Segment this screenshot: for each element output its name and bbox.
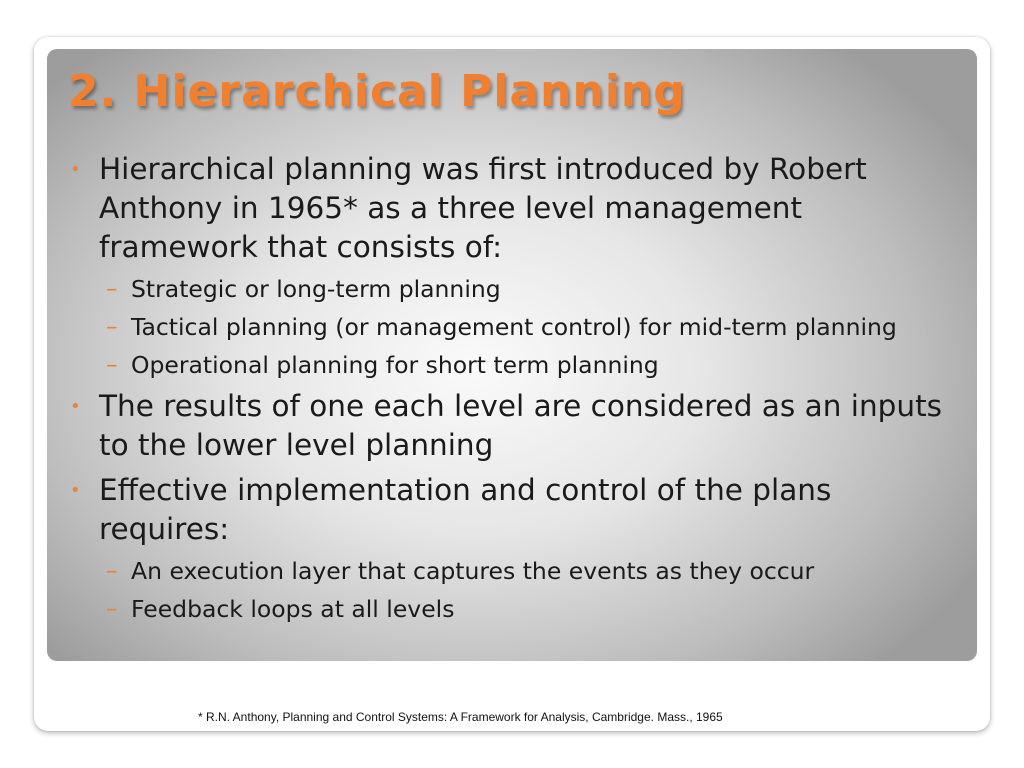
dash-marker: –: [106, 558, 118, 584]
bullet-marker: •: [70, 396, 81, 417]
bullet-text: Hierarchical planning was first introduced by Robert Anthony in 1965* as a three level management framework that consists of:: [99, 152, 867, 264]
bullet-marker: •: [70, 159, 81, 180]
bullet-text: Effective implementation and control of the plans requires:: [99, 473, 832, 546]
sub-bullet-item: [70, 593, 970, 626]
bullet-marker: •: [70, 480, 81, 501]
sub-bullet-text: Tactical planning (or management control) for mid-term planning: [131, 313, 897, 341]
dash-marker: –: [106, 596, 118, 622]
bullet-item: [70, 471, 970, 549]
slide-body: [70, 150, 970, 631]
sub-bullet-text: Strategic or long-term planning: [131, 275, 501, 303]
sub-bullet-item: [70, 555, 970, 588]
sub-bullet-item: [70, 273, 970, 306]
dash-marker: –: [106, 276, 118, 302]
slide-title: 2. Hierarchical Planning: [68, 66, 686, 117]
sub-bullet-text: Operational planning for short term planning: [131, 351, 659, 379]
bullet-item: [70, 150, 970, 267]
bullet-text: The results of one each level are considered as an inputs to the lower level planning: [99, 389, 943, 462]
sub-bullet-text: Feedback loops at all levels: [131, 595, 455, 623]
dash-marker: –: [106, 314, 118, 340]
dash-marker: –: [106, 352, 118, 378]
footnote: * R.N. Anthony, Planning and Control Systems: A Framework for Analysis, Cambridge. Mass., 1965: [198, 710, 723, 724]
sub-bullet-item: [70, 349, 970, 382]
bullet-item: [70, 387, 970, 465]
sub-bullet-item: [70, 311, 970, 344]
sub-bullet-text: An execution layer that captures the events as they occur: [131, 557, 815, 585]
